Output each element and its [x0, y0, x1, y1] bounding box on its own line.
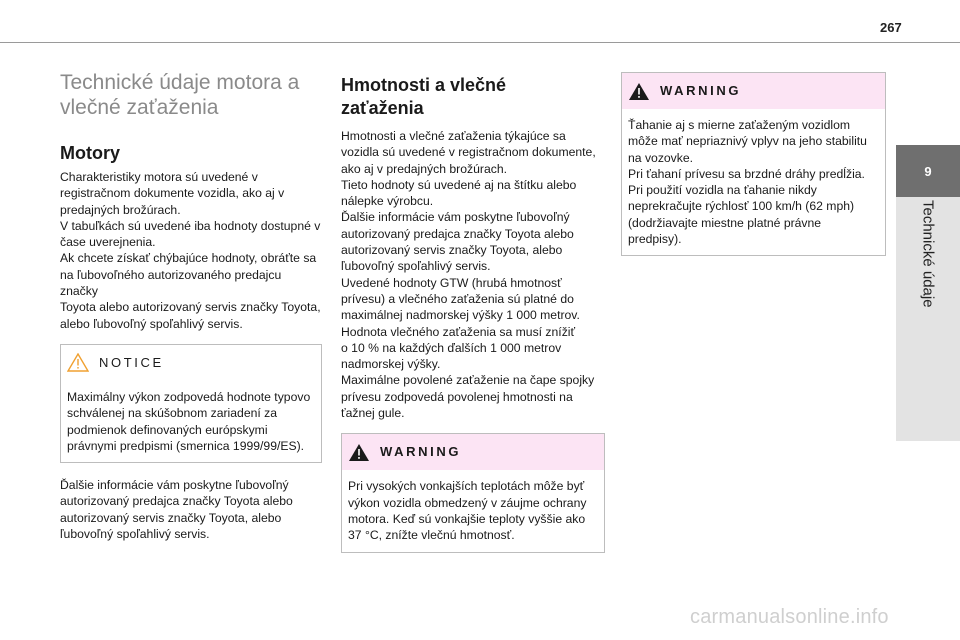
column-weights [341, 74, 605, 553]
chapter-tab [896, 145, 960, 197]
chapter-number: 9 [924, 163, 932, 179]
page-number: 267 [880, 20, 902, 35]
warning-triangle-icon [628, 82, 650, 101]
heading-engines: Motory [60, 143, 120, 163]
notice-title: NOTICE [99, 354, 164, 370]
engines-intro: Charakteristiky motora sú uvedené v registračnom dokumente vozidla, ako aj v predajných brožúrach. V tabuľkách sú uvedené iba hodnoty dostupné v čase uverejnenia. Ak chcete získať chýbajúce hodnoty, obráťte sa na ľubovoľného autorizovaného predajcu značky Toyota alebo autorizovaný servis značky Toyota, alebo ľubovoľný spoľahlivý servis. [60, 170, 321, 331]
warning-title: WARNING [380, 444, 462, 460]
notice-box [60, 344, 322, 463]
warning-box-towing [621, 72, 886, 256]
warning-text: Ťahanie aj s mierne zaťaženým vozidlom môže mať nepriaznivý vplyv na jeho stabilitu na vozovke. Pri ťahaní prívesu sa brzdné dráhy predĺžia. Pri použití vozidla na ťahanie nikdy neprekračujte rýchlosť 100 km/h (62 mph) (dodržiavajte miestne platné právne predpisy). [628, 118, 867, 247]
header-divider [0, 42, 960, 43]
warning-header [622, 73, 885, 109]
notice-triangle-icon [67, 353, 89, 372]
chapter-label: Technické údaje [919, 200, 937, 308]
warning-title: WARNING [660, 82, 742, 98]
column-engines [60, 70, 322, 542]
weights-text: Hmotnosti a vlečné zaťaženia týkajúce sa vozidla sú uvedené v registračnom dokumente, ako aj v predajných brožúrach. Tieto hodnoty sú uvedené aj na štítku alebo nálepke výrobcu. Ďalšie informácie vám poskytne ľubovoľný autorizovaný predajca značky Toyota alebo autorizovaný servis značky Toyota, alebo ľubovoľný spoľahlivý servis. Uvedené hodnoty GTW (hrubá hmotnosť prívesu) a vlečného zaťaženia sú platné do maximálnej nadmorskej výšky 1 000 metrov. Hodnota vlečného zaťaženia sa musí znížiť o 10 % na každých ďalších 1 000 metrov nadmorskej výšky. Maximálne povolené zaťaženie na čape spojky prívesu zodpovedá povolenej hmotnosti na ťažnej gule. [341, 129, 596, 421]
warning-header [342, 434, 604, 470]
section-title: Technické údaje motora a vlečné zaťaženia [60, 71, 300, 119]
notice-header [61, 345, 321, 381]
column-towing-warning [621, 72, 886, 256]
notice-text: Maximálny výkon zodpovedá hodnote typovo schválenej na skúšobnom zariadení za podmienok definovaných európskymi právnymi predpismi (smernica 1999/99/ES). [67, 389, 311, 453]
warning-box-temperature [341, 433, 605, 552]
warning-text: Pri vysokých vonkajších teplotách môže byť výkon vozidla obmedzený v záujme ochrany motora. Keď sú vonkajšie teploty vyššie ako 37 °C, znížte vlečnú hmotnosť. [348, 479, 587, 543]
warning-triangle-icon [348, 443, 370, 462]
heading-weights: Hmotnosti a vlečné zaťaženia [341, 75, 507, 118]
engines-outro: Ďalšie informácie vám poskytne ľubovoľný autorizovaný predajca značky Toyota alebo autorizovaný servis značky Toyota, alebo ľubovoľný spoľahlivý servis. [60, 478, 293, 542]
watermark: carmanualsonline.info [690, 606, 889, 628]
